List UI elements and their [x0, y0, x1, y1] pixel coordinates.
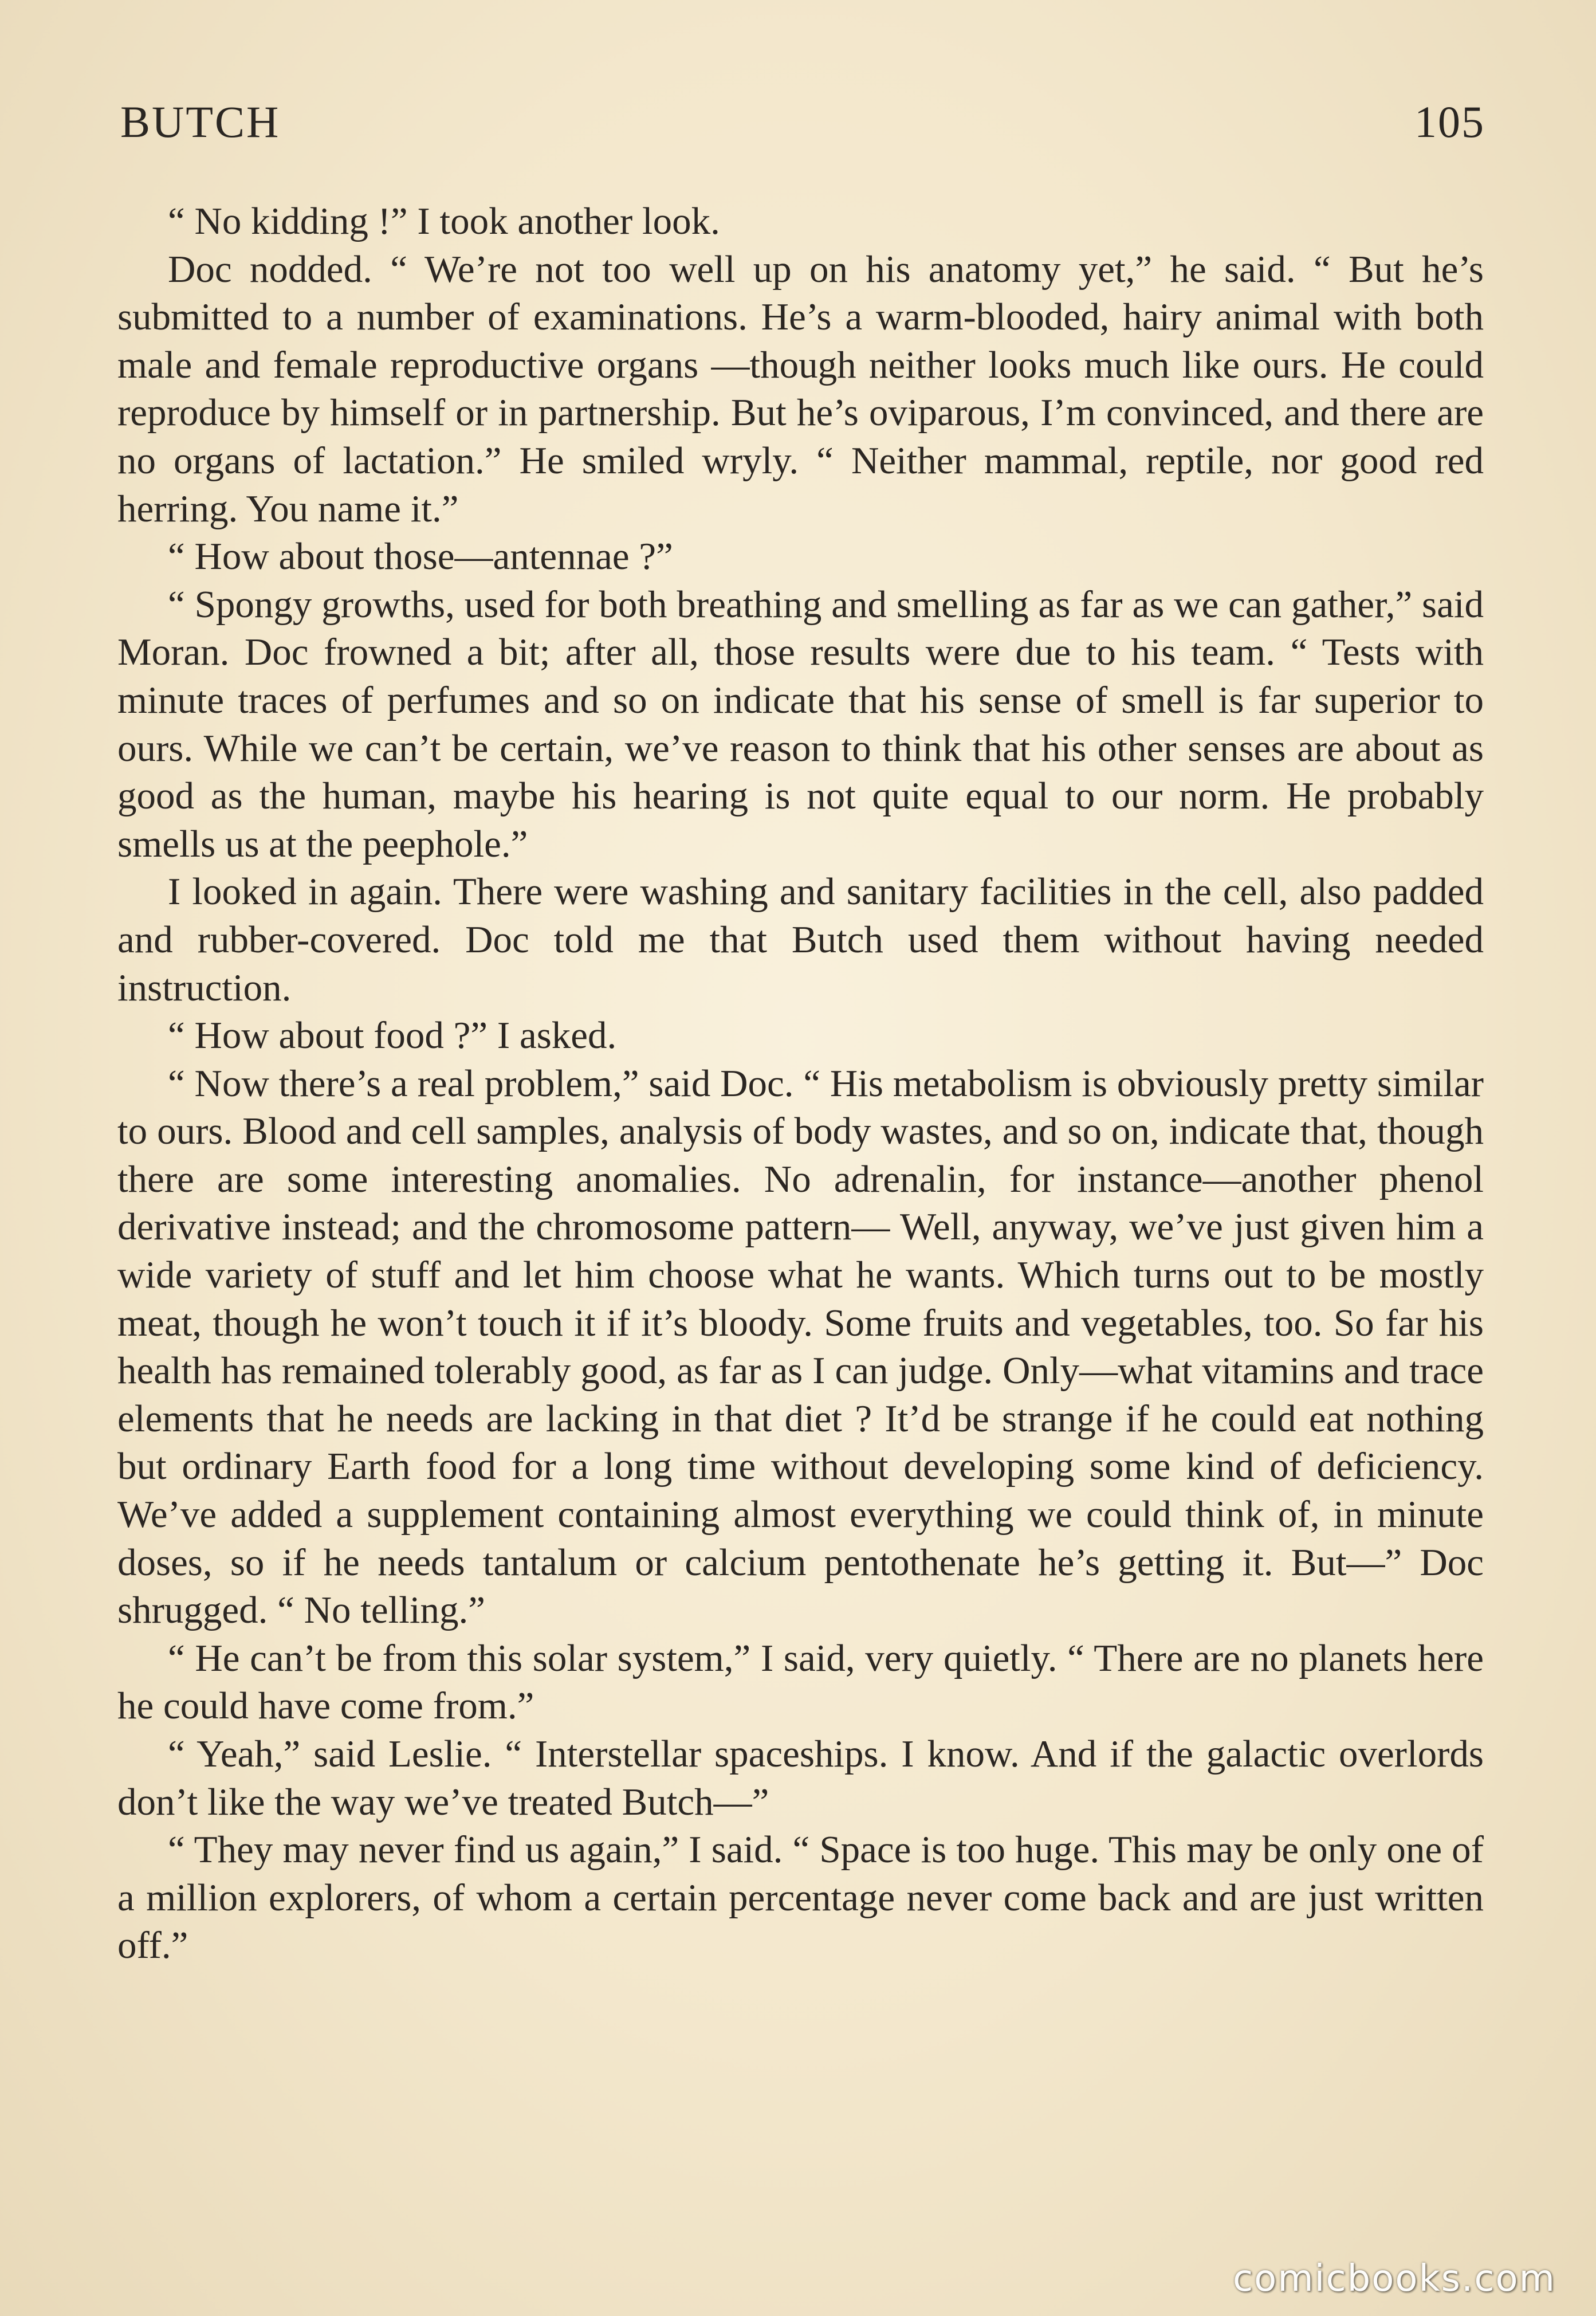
running-title: BUTCH: [120, 97, 281, 147]
paragraph: I looked in again. There were washing and sanitary facilities in the cell, also padded and rubber-covered. Doc told me that Butch used them without having needed instruction.: [117, 870, 1484, 1009]
paragraph: “ No kidding !” I took another look.: [168, 200, 720, 242]
paragraph: Doc nodded. “ We’re not too well up on his anatomy yet,” he said. “ But he’s submitted to a number of examinations. He’s a warm-blooded, hairy animal with both male and female reproductive organs —though neither looks much like ours. He could reproduce by himself or in partnership. But he’s oviparous, I’m convinced, and there are no organs of lactation.” He smiled wryly. “ Neither mammal, reptile, nor good red herring. You name it.”: [117, 248, 1484, 530]
paragraph: “ Now there’s a real problem,” said Doc. “ His metabolism is obviously pretty similar to ours. Blood and cell samples, analysis of body wastes, and so on, indicate that, though there are some interesting anomalies. No adrenalin, for instance—another phenol derivative instead; and the chromosome pattern— Well, anyway, we’ve just given him a wide variety of stuff and let him choose what he wants. Which turns out to be mostly meat, though he won’t touch it if it’s bloody. Some fruits and vegetables, too. So far his health has remained tolerably good, as far as I can judge. Only—what vitamins and trace elements that he needs are lacking in that diet ? It’d be strange if he could eat nothing but ordinary Earth food for a long time without developing some kind of deficiency. We’ve added a supplement containing almost everything we could think of, in minute doses, so if he needs tantalum or calcium pentothenate he’s getting it. But—” Doc shrugged. “ No telling.”: [117, 1062, 1484, 1632]
paragraph: “ How about those—antennae ?”: [168, 535, 673, 578]
running-head: [120, 96, 1485, 159]
paragraph: “ They may never find us again,” I said. “ Space is too huge. This may be only one of a million explorers, of whom a certain percentage never come back and are just written off.”: [117, 1828, 1484, 1967]
paragraph: “ Yeah,” said Leslie. “ Interstellar spaceships. I know. And if the galactic overlords don’t like the way we’ve treated Butch—”: [117, 1733, 1484, 1823]
paragraph: “ Spongy growths, used for both breathing and smelling as far as we can gather,” said Moran. Doc frowned a bit; after all, those results were due to his team. “ Tests with minute traces of perfumes and so on indicate that his sense of smell is far superior to ours. While we can’t be certain, we’ve reason to think that his other senses are about as good as the human, maybe his hearing is not quite equal to our norm. He probably smells us at the peephole.”: [117, 583, 1484, 865]
page-number: 105: [1414, 97, 1485, 147]
watermark: comicbooks.com: [1232, 2258, 1556, 2300]
body-text: [117, 198, 1484, 1970]
paragraph: “ How about food ?” I asked.: [168, 1014, 617, 1057]
paragraph: “ He can’t be from this solar system,” I said, very quietly. “ There are no planets here he could have come from.”: [117, 1636, 1484, 1728]
